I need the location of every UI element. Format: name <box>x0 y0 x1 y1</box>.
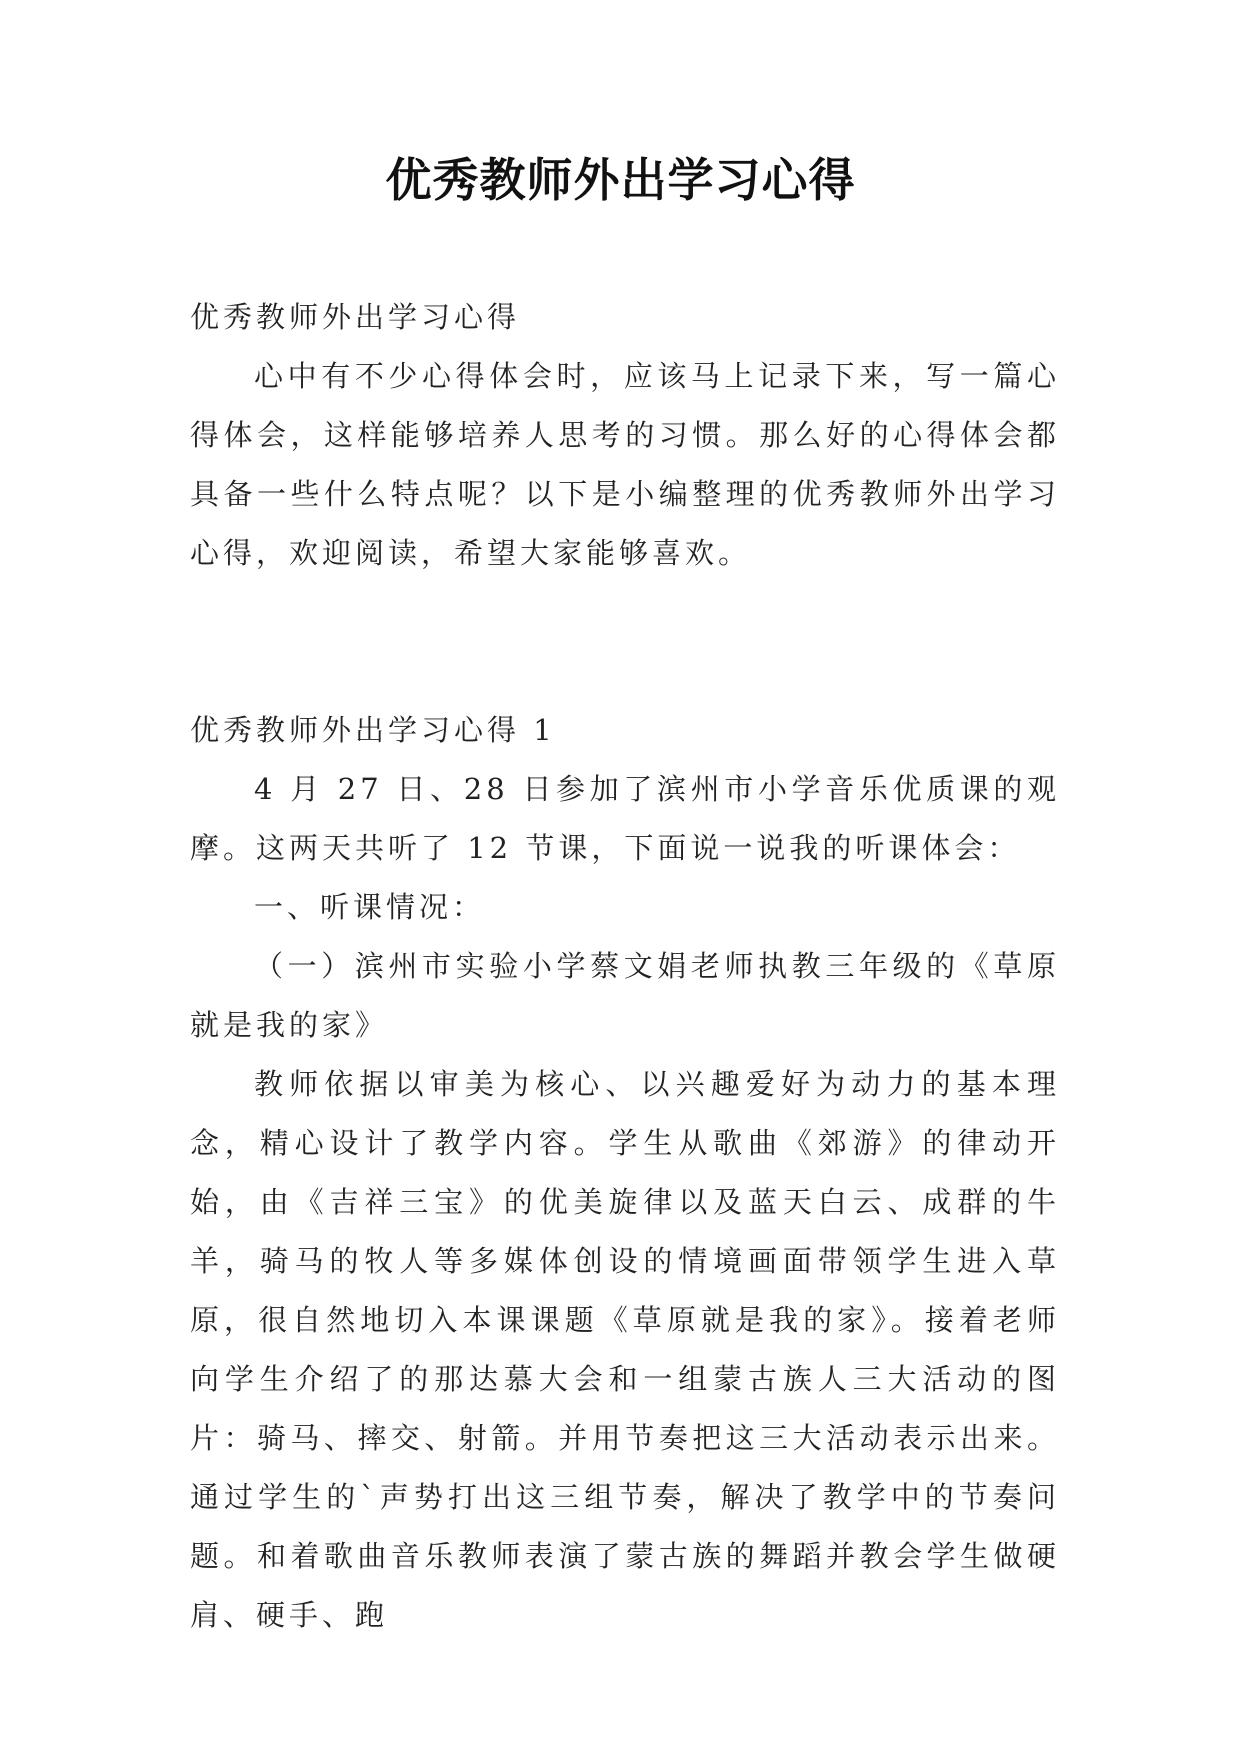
body-paragraph: 4 月 27 日、28 日参加了滨州市小学音乐优质课的观摩。这两天共听了 12 节课，下面说一说我的听课体会： <box>190 772 1060 865</box>
body-paragraph: （一）滨州市实验小学蔡文娟老师执教三年级的《草原就是我的家》 <box>190 949 1060 1042</box>
section-heading: 优秀教师外出学习心得 1 <box>190 713 556 747</box>
intro-paragraph: 心中有不少心得体会时，应该马上记录下来，写一篇心得体会，这样能够培养人思考的习惯。那么好的心得体会都具备一些什么特点呢？以下是小编整理的优秀教师外出学习心得，欢迎阅读，希望大家能够喜欢。 <box>190 359 1060 570</box>
intro-heading: 优秀教师外出学习心得 <box>190 300 521 334</box>
document-body <box>190 288 1060 1645</box>
document-title: 优秀教师外出学习心得 <box>385 153 856 207</box>
section-spacer <box>190 583 1060 701</box>
body-paragraph: 一、听课情况： <box>254 890 486 924</box>
body-paragraph: 教师依据以审美为核心、以兴趣爱好为动力的基本理念，精心设计了教学内容。学生从歌曲《郊游》的律动开始，由《吉祥三宝》的优美旋律以及蓝天白云、成群的牛羊，骑马的牧人等多媒体创设的情境画面带领学生进入草原，很自然地切入本课课题《草原就是我的家》。接着老师向学生介绍了的那达慕大会和一组蒙古族人三大活动的图片：骑马、摔交、射箭。并用节奏把这三大活动表示出来。通过学生的`声势打出这三组节奏，解决了教学中的节奏问题。和着歌曲音乐教师表演了蒙古族的舞蹈并教会学生做硬肩、硬手、跑 <box>190 1067 1060 1632</box>
